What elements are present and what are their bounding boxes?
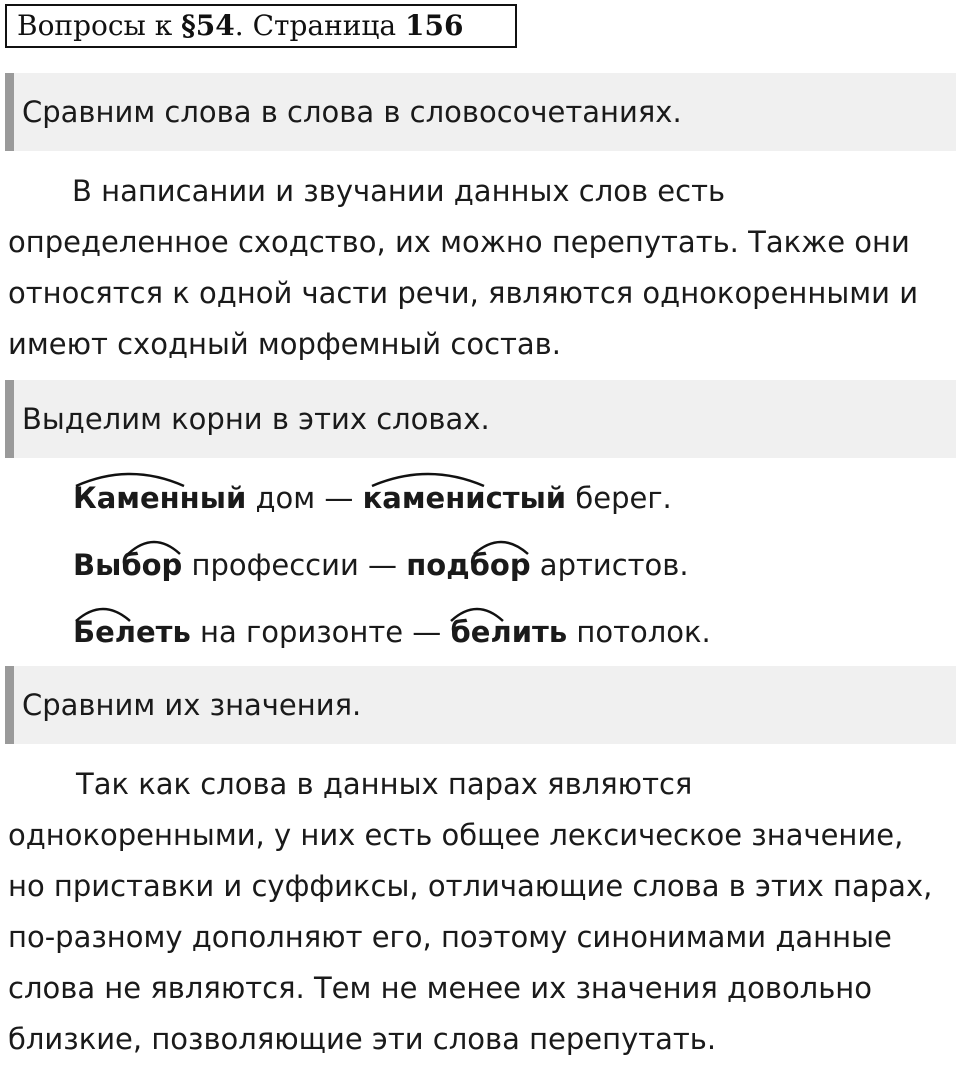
section-heading-meanings: Сравним их значения. — [5, 666, 956, 744]
section-heading-compare-words: Сравним слова в слова в словосочетаниях. — [5, 73, 956, 151]
paragraph-line: близкие, позволяющие эти слова перепутать. — [8, 1022, 717, 1056]
word-pair-1 — [73, 478, 672, 518]
pair-text: дом — — [246, 481, 363, 515]
word-kamenistyi: каменистый — [362, 481, 567, 515]
paragraph-line: относятся к одной части речи, являются однокоренными и — [8, 276, 919, 310]
paragraph-meanings — [8, 759, 953, 1065]
paragraph-line: определенное сходство, их можно перепутать. Также они — [8, 225, 910, 259]
word-belet: Белеть — [73, 615, 191, 649]
paragraph-line: слова не являются. Тем не менее их значения довольно — [8, 971, 873, 1005]
pair-text: на горизонте — — [190, 615, 451, 649]
title-middle: . Страница — [234, 9, 406, 42]
pair-text: артистов. — [530, 548, 689, 582]
pair-text: профессии — — [182, 548, 407, 582]
pair-text: потолок. — [567, 615, 711, 649]
paragraph-line: по-разному дополняют его, поэтому синонимами данные — [8, 920, 892, 954]
paragraph-line: В написании и звучании данных слов есть — [72, 174, 726, 208]
word-kamennyi: Каменный — [73, 481, 247, 515]
title-prefix: Вопросы к — [17, 9, 182, 42]
paragraph-line: имеют сходный морфемный состав. — [8, 327, 561, 361]
word-podbor: подбор — [406, 548, 531, 582]
pair-text: берег. — [566, 481, 672, 515]
paragraph-line: но приставки и суффиксы, отличающие слова в этих парах, — [8, 869, 933, 903]
page-title — [5, 4, 517, 48]
word-belit: белить — [450, 615, 568, 649]
word-pair-2 — [73, 545, 689, 585]
paragraph-similarity — [8, 166, 953, 370]
word-vybor: Выбор — [73, 548, 183, 582]
section-heading-roots: Выделим корни в этих словах. — [5, 380, 956, 458]
section-number: §54 — [181, 9, 235, 42]
word-pair-3 — [73, 612, 711, 652]
page-number: 156 — [405, 9, 464, 42]
paragraph-line: Так как слова в данных парах являются — [76, 767, 693, 801]
paragraph-line: однокоренными, у них есть общее лексическое значение, — [8, 818, 904, 852]
